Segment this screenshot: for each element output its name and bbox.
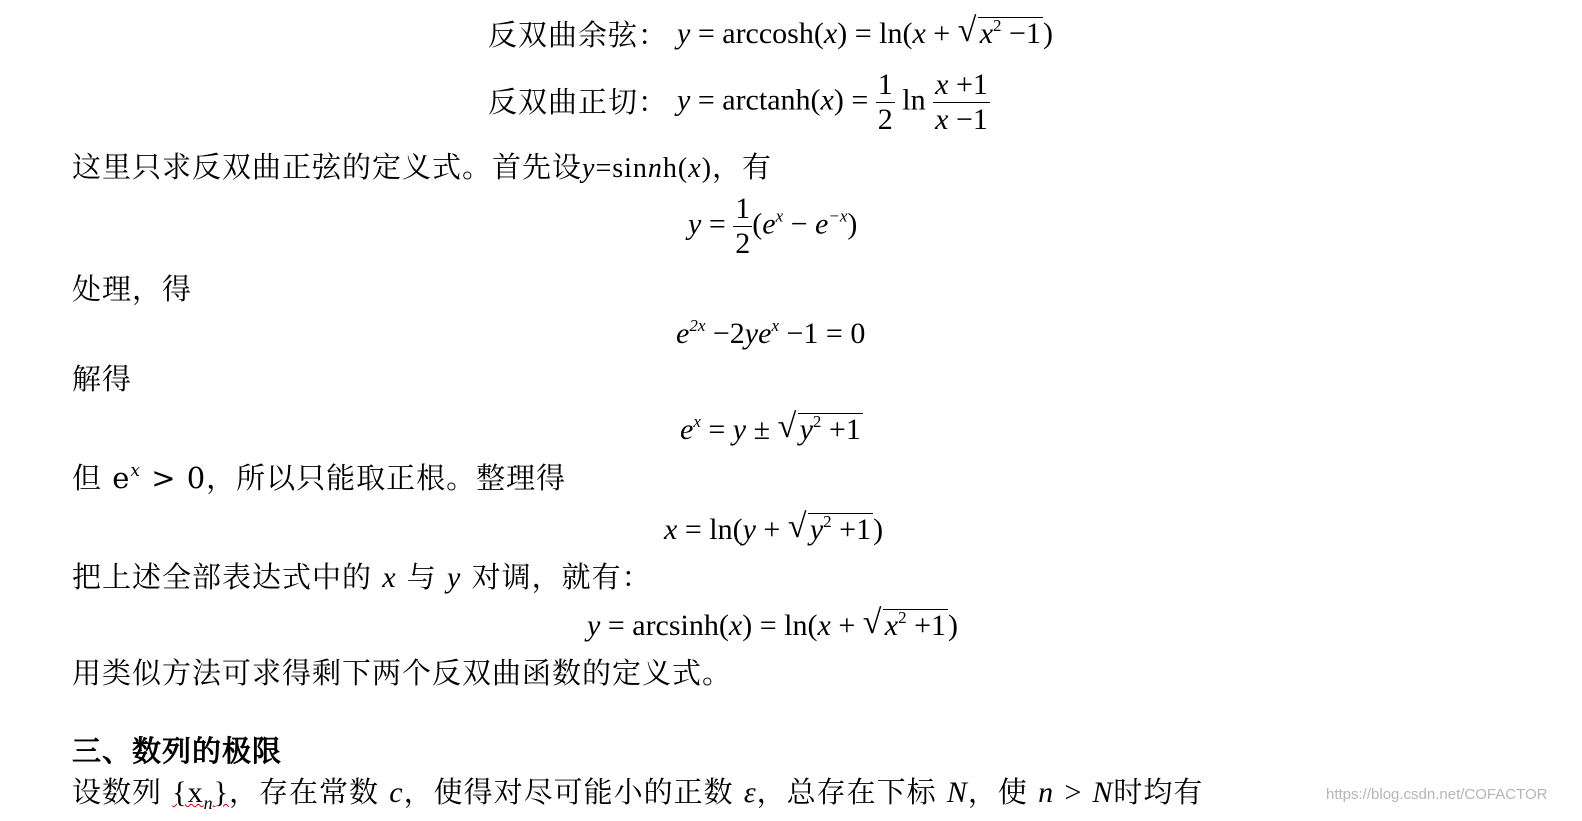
var-e: e bbox=[762, 207, 776, 241]
fn-arcsinh: arcsinh bbox=[632, 609, 719, 642]
fn-ln: ln bbox=[902, 83, 926, 117]
var-y: y bbox=[688, 207, 702, 241]
swap-text bbox=[72, 560, 652, 596]
fn-ln: ln bbox=[879, 17, 903, 50]
var-x: x bbox=[820, 83, 834, 117]
var-x: x bbox=[728, 609, 743, 642]
fn-arctanh: arctanh bbox=[722, 83, 811, 117]
intro-text bbox=[72, 150, 772, 187]
var-e: e bbox=[676, 317, 690, 350]
fraction-half: $\frac{1}{2}$ bbox=[877, 68, 893, 136]
sqrt-x2-minus-1: √ $x^2 -1$ bbox=[957, 12, 1041, 50]
var-epsilon: ε bbox=[743, 776, 757, 809]
swap-end: 对调，就有： bbox=[471, 560, 652, 594]
var-y: y bbox=[677, 83, 691, 117]
var-y: y bbox=[742, 513, 756, 546]
limit-a: 设数列 bbox=[72, 775, 163, 809]
var-x: x bbox=[979, 17, 994, 50]
var-y: y bbox=[587, 609, 601, 642]
fn-ln: ln bbox=[709, 513, 733, 546]
swap-mid: 与 bbox=[406, 560, 437, 594]
sequence-notation: $\{x_n\}$ bbox=[172, 776, 230, 813]
fn-arccosh: arccosh bbox=[722, 17, 814, 50]
sinh-formula: y = $\frac{1}{2}$ $(e^x - e^{-x})$ bbox=[688, 192, 858, 260]
var-x: x bbox=[823, 17, 838, 50]
plus-minus: ± bbox=[753, 413, 771, 446]
section-title: 三、数列的极限 bbox=[72, 734, 283, 768]
fn-ln: ln bbox=[784, 609, 808, 642]
limit-e: ，使 bbox=[967, 775, 1028, 809]
sinh-definition: y=sinnh(x) bbox=[582, 153, 713, 184]
fraction-half: $\frac{1}{2}$ bbox=[735, 192, 751, 260]
arctanh-label: 反双曲正切： bbox=[488, 85, 669, 119]
sqrt-x2-plus-1: √ $x^2 +1$ bbox=[862, 604, 946, 642]
var-x: x bbox=[912, 17, 926, 50]
var-e: e bbox=[815, 207, 829, 241]
conclusion-text: 用类似方法可求得剩下两个反双曲函数的定义式。 bbox=[72, 656, 733, 690]
limit-c: ，使得对尽可能小的正数 bbox=[403, 775, 734, 809]
var-e: e bbox=[680, 413, 694, 446]
intro-sentence: 这里只求反双曲正弦的定义式。首先设 bbox=[72, 150, 583, 184]
var-y: y bbox=[677, 17, 691, 50]
quadratic-equation: $e^{2x} -2ye^x -1 = 0$ bbox=[676, 316, 866, 350]
solution-formula: $e^x = y$ ± √ $y^2 +1$ bbox=[680, 408, 861, 446]
step-process-text: 处理，得 bbox=[72, 272, 193, 306]
var-y: y bbox=[447, 561, 462, 594]
fraction-x-plus-1-over-x-minus-1: $\frac{x +1}{x -1}$ bbox=[935, 68, 988, 136]
sqrt-y2-plus-1: √ $y^2 +1$ bbox=[787, 508, 872, 546]
arcsinh-formula: y = arcsinh(x) = ln(x + √ $x^2 +1$) bbox=[587, 604, 958, 642]
arctanh-formula: y = arctanh(x) = $\frac{1}{2}$ ln $\frac{x +1}{x -1}$ bbox=[677, 68, 988, 136]
arccosh-label: 反双曲余弦： bbox=[488, 18, 669, 52]
var-x: x bbox=[664, 513, 678, 546]
sqrt-y2-plus-1: √ $y^2 +1$ bbox=[777, 408, 861, 446]
limit-definition-text bbox=[72, 775, 1203, 821]
limit-f: 时均有 bbox=[1113, 775, 1204, 809]
exponent-2: 2 bbox=[993, 16, 1002, 35]
arctanh-line bbox=[488, 85, 668, 119]
positive-root-a: 但 e bbox=[72, 461, 131, 495]
arccosh-line bbox=[488, 18, 668, 52]
var-x: x bbox=[817, 609, 831, 642]
x-formula: x = ln(y + √ $y^2 +1$) bbox=[664, 508, 884, 546]
limit-d: ，总存在下标 bbox=[756, 775, 937, 809]
swap-a: 把上述全部表达式中的 bbox=[72, 560, 373, 594]
positive-root-text: 但 $e^x > 0$，所以只能取正根。整理得 bbox=[72, 461, 567, 495]
limit-b: ，存在常数 bbox=[229, 775, 380, 809]
var-N: N bbox=[946, 776, 968, 809]
arccosh-formula: y = arccosh(x) = ln(x + √ $x^2 -1$) bbox=[677, 12, 1053, 50]
var-c: c bbox=[389, 776, 404, 809]
var-y: y bbox=[732, 413, 747, 446]
step-solve-text: 解得 bbox=[72, 362, 133, 396]
condition-n-gt-N: n > N bbox=[1038, 776, 1114, 809]
intro-end: ，有 bbox=[712, 150, 773, 184]
watermark-text: https://blog.csdn.net/COFACTOR bbox=[1326, 786, 1548, 803]
var-x: x bbox=[382, 561, 397, 594]
positive-root-b: > 0，所以只能取正根。整理得 bbox=[140, 461, 567, 495]
